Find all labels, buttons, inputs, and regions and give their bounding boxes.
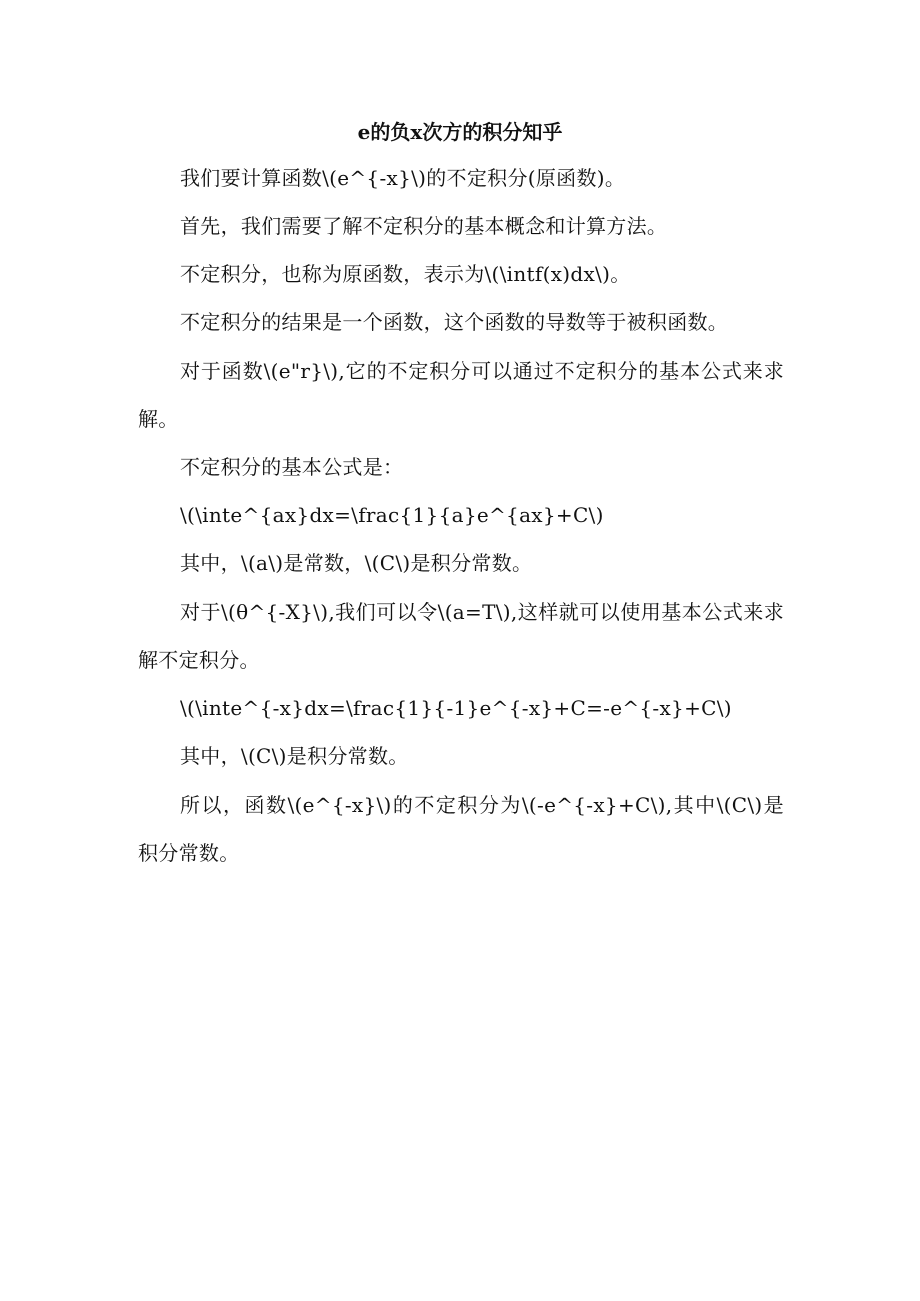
paragraph-6: 不定积分的基本公式是： <box>180 455 404 479</box>
paragraph-11: 其中，\(C\)是积分常数。 <box>180 744 409 768</box>
paragraph-1: 我们要计算函数\(e^{-x}\)的不定积分(原函数)。 <box>180 166 626 190</box>
paragraph-8: 其中，\(a\)是常数，\(C\)是积分常数。 <box>180 551 533 575</box>
paragraph-4: 不定积分的结果是一个函数，这个函数的导数等于被积函数。 <box>180 310 729 334</box>
paragraph-3: 不定积分，也称为原函数，表示为\(\intf(x)dx\)。 <box>180 262 631 286</box>
formula-result: \(\inte^{-x}dx=\frac{1}{-1}e^{-x}+C=-e^{-x}+C\) <box>180 696 732 720</box>
document-title: e的负x次方的积分知乎 <box>357 120 563 144</box>
paragraph-5: 对于函数\(e"r}\),它的不定积分可以通过不定积分的基本公式来求解。 <box>138 359 784 431</box>
document-body <box>138 164 784 896</box>
paragraph-9: 对于\(θ^{-X}\),我们可以令\(a=T\),这样就可以使用基本公式来求解不定积分。 <box>138 600 784 672</box>
formula-basic: \(\inte^{ax}dx=\frac{1}{a}e^{ax}+C\) <box>180 503 604 527</box>
paragraph-2: 首先，我们需要了解不定积分的基本概念和计算方法。 <box>180 214 668 238</box>
paragraph-12: 所以，函数\(e^{-x}\)的不定积分为\(-e^{-x}+C\),其中\(C\)是积分常数。 <box>138 793 784 865</box>
